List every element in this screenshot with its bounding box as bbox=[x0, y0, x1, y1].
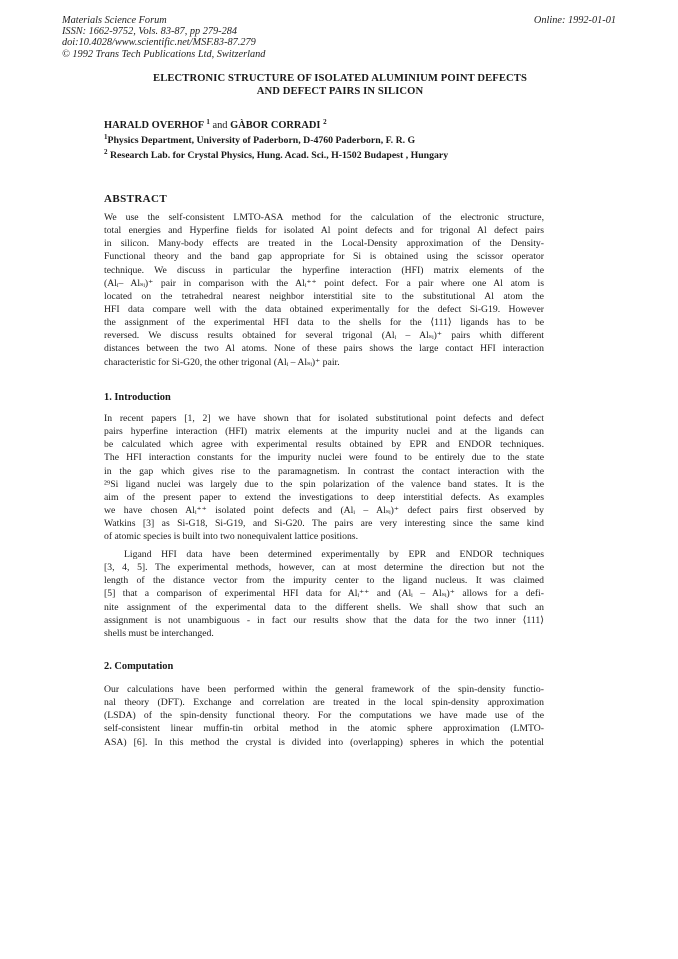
computation-line: self-consistent linear muffin-tin orbital method in the atomic sphere approximation (LMTO- bbox=[104, 723, 544, 735]
author-2: GÀBOR CORRADI bbox=[230, 120, 321, 131]
affiliation-1-text: Physics Department, University of Paderborn, D-4760 Paderborn, F. R. G bbox=[107, 135, 416, 146]
abstract-line: (Alᵢ– Alₛᵢ)⁺ pair in comparison with the Alᵢ⁺⁺ point defect. For a pair where one Al atom is bbox=[104, 277, 544, 289]
intro-line: assignment is not unambiguous - in fact our results show that the data for the two inner ⟨111⟩ bbox=[104, 614, 544, 626]
introduction-para-1 bbox=[104, 412, 544, 543]
journal-name: Materials Science Forum bbox=[62, 15, 167, 26]
author-line bbox=[104, 118, 584, 133]
intro-line: In recent papers [1, 2] we have shown that for isolated substitutional point defects and defect bbox=[104, 413, 544, 424]
affiliation-1-mark: 1 bbox=[104, 133, 108, 141]
author-and: and bbox=[212, 120, 228, 131]
intro-line: be calculated which agree with experimental results obtained by EPR and ENDOR techniques. bbox=[104, 439, 544, 451]
intro-line: of atomic species is built into two nonequivalent lattice positions. bbox=[104, 531, 358, 543]
journal-header bbox=[62, 15, 265, 60]
computation-line: (LSDA) of the spin-density functional theory. For the computations we have made use of the bbox=[104, 710, 544, 722]
intro-line: Watkins [3] as Si-G18, Si-G19, and Si-G20. The pairs are very interesting since the same kind bbox=[104, 518, 544, 530]
abstract-line: located on the tetrahedral nearest neighbor interstitial site to the substitutional Al atom the bbox=[104, 290, 544, 302]
introduction-heading: 1. Introduction bbox=[104, 392, 171, 403]
abstract-line: the assignment of the experimental HFI data to the shells for the ⟨111⟩ ligands has to be bbox=[104, 317, 544, 329]
online-date: Online: 1992-01-01 bbox=[533, 15, 616, 26]
abstract-line: technique. We discuss in particular the hyperfine interaction (HFI) matrix elements of the bbox=[104, 264, 544, 276]
intro-line: [5] that a comparison of experimental HFI data for Alᵢ⁺⁺ and (Alᵢ – Alₛᵢ)⁺ allows for a defi- bbox=[104, 588, 544, 600]
affiliation-2 bbox=[104, 148, 584, 163]
abstract-body bbox=[104, 211, 544, 369]
copyright-line: © 1992 Trans Tech Publications Ltd, Switzerland bbox=[62, 48, 266, 60]
abstract-line: reversed. We discuss results obtained for several trigonal (Alᵢ – Alₛᵢ)⁺ pairs whith different bbox=[104, 330, 544, 342]
computation-heading: 2. Computation bbox=[104, 661, 174, 672]
title-line-1: ELECTRONIC STRUCTURE OF ISOLATED ALUMINIUM POINT DEFECTS bbox=[153, 73, 527, 84]
author-2-mark: 2 bbox=[323, 118, 327, 126]
affiliation-1 bbox=[104, 133, 584, 148]
intro-line: shells must be interchanged. bbox=[104, 627, 214, 639]
intro-line: Ligand HFI data have been determined experimentally by EPR and ENDOR techniques bbox=[124, 549, 544, 560]
issn-line: ISSN: 1662-9752, Vols. 83-87, pp 279-284 bbox=[62, 26, 238, 38]
abstract-line: We use the self-consistent LMTO-ASA method for the calculation of the electronic structure, bbox=[104, 212, 544, 223]
intro-line: in the gap which gives rise to the paramagnetism. In contrast the contact interaction with the bbox=[104, 465, 544, 477]
computation-body bbox=[104, 683, 544, 749]
intro-line: nite assignment of the experimental data to the different shells. We shall show that such an bbox=[104, 601, 544, 613]
abstract-line: Functional theory and the band gap appropriate for Si is obtained using the scissor operator bbox=[104, 251, 544, 263]
abstract-line: in silicon. Many-body effects are treated in the Local-Density approximation of the Density- bbox=[104, 238, 544, 250]
intro-line: [3, 4, 5]. The experimental methods, however, can at most determine the direction but not the bbox=[104, 562, 544, 574]
abstract-line: total energies and Hyperfine fields for isolated Al point defects and for trigonal Al defect pairs bbox=[104, 225, 544, 237]
author-block bbox=[104, 118, 584, 163]
intro-line: we have chosen Alᵢ⁺⁺ isolated point defects and (Alᵢ – Alₛᵢ)⁺ defect pairs first observed by bbox=[104, 504, 544, 516]
title-line-2: AND DEFECT PAIRS IN SILICON bbox=[256, 86, 424, 97]
affiliation-2-mark: 2 bbox=[104, 148, 108, 156]
intro-line: length of the distance vector from the impurity center to the ligand nucleus. It was claimed bbox=[104, 575, 544, 587]
author-1-mark: 1 bbox=[206, 118, 210, 126]
intro-line: ²⁹Si ligand nuclei was largely due to the spin polarization of the valence band states. It is the bbox=[104, 478, 544, 490]
abstract-line: HFI data compare well with the data obtained experimentally for the defect Si-G19. However bbox=[104, 303, 544, 315]
abstract-line: distances between the two Al atoms. None of these pairs shows the large contact HFI interaction bbox=[104, 343, 544, 355]
doi-link[interactable]: doi:10.4028/www.scientific.net/MSF.83-87.279 bbox=[62, 37, 256, 49]
computation-line: Our calculations have been performed within the general framework of the spin-density functio- bbox=[104, 684, 544, 695]
intro-line: The HFI interaction constants for the impurity nuclei were found to be entirely due to the state bbox=[104, 452, 544, 464]
abstract-heading: ABSTRACT bbox=[104, 193, 168, 205]
affiliation-2-text: Research Lab. for Crystal Physics, Hung. Acad. Sci., H-1502 Budapest , Hungary bbox=[109, 150, 449, 161]
intro-line: aim of the present paper to extend the investigations to deep interstitial defects. As examples bbox=[104, 491, 544, 503]
intro-line: pairs hyperfine interaction (HFI) matrix elements at the impurity nuclei and at the ligands can bbox=[104, 426, 544, 438]
paper-title bbox=[100, 72, 580, 98]
introduction-para-2 bbox=[104, 548, 544, 640]
computation-line: nal theory (DFT). Exchange and correlation are treated in the local spin-density approximation bbox=[104, 697, 544, 709]
author-1: HARALD OVERHOF bbox=[104, 120, 204, 131]
abstract-line: characteristic for Si-G20, the other trigonal (Alᵢ – Alₛᵢ)⁺ pair. bbox=[104, 356, 340, 368]
computation-line: ASA) [6]. In this method the crystal is divided into (overlapping) spheres in which the potential bbox=[104, 736, 544, 748]
